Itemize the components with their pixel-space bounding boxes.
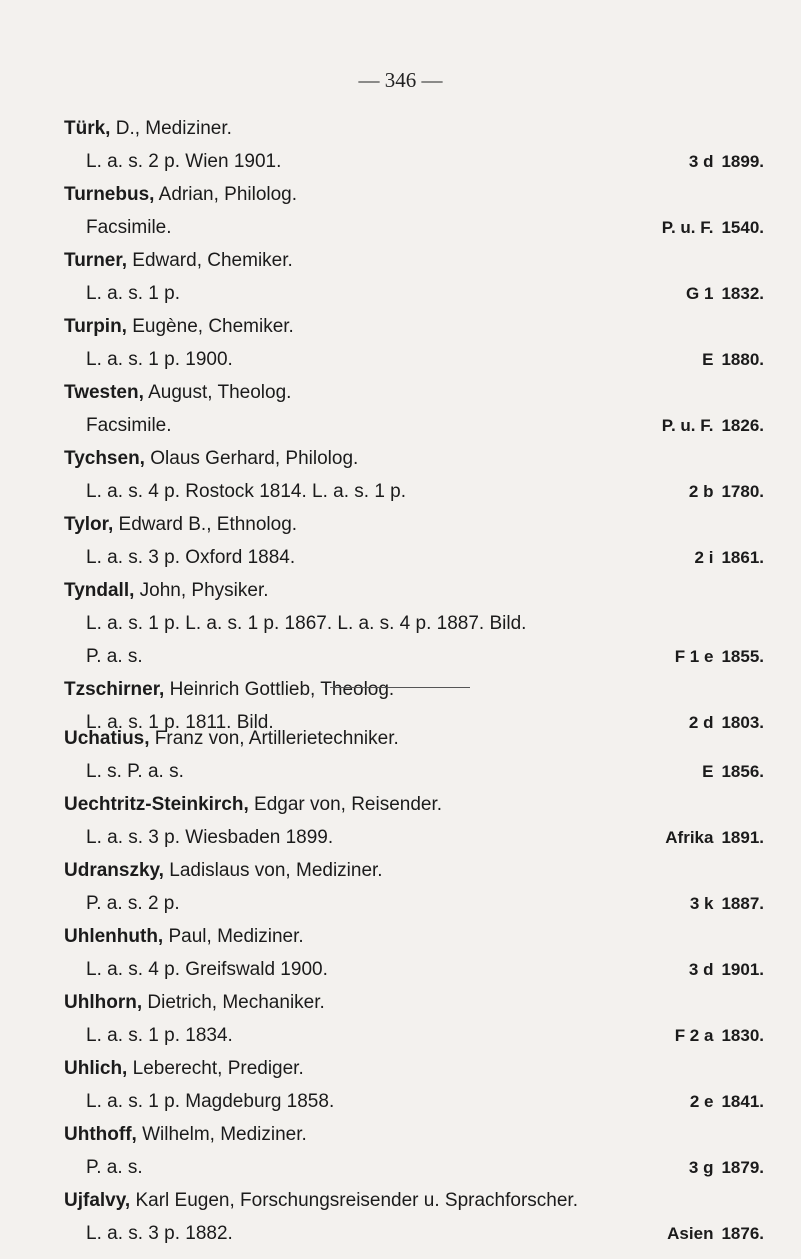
entry-description: Dietrich, Mechaniker. — [142, 992, 325, 1013]
entry-heading — [64, 376, 764, 409]
shelf-year: 1540. — [721, 218, 764, 237]
entry-detail-text: L. a. s. 1 p. Magdeburg 1858. — [86, 1091, 335, 1112]
shelf-mark — [665, 821, 764, 854]
page-number: — 346 — — [358, 68, 443, 92]
entry-detail — [64, 1217, 764, 1250]
entry-name: Uhlich, — [64, 1058, 128, 1079]
entry-detail-text: L. a. s. 1 p. 1811. Bild. — [86, 712, 274, 733]
shelf-location: F 1 e — [674, 647, 714, 666]
shelf-mark — [662, 409, 764, 442]
shelf-location: P. u. F. — [661, 416, 714, 435]
shelf-mark — [673, 343, 764, 376]
shelf-location: F 2 a — [674, 1026, 714, 1045]
shelf-location: 3 k — [689, 894, 714, 913]
entry-description: Franz von, Artillerietechniker. — [149, 728, 399, 749]
entry-description: Paul, Mediziner. — [163, 926, 304, 947]
shelf-year: 1832. — [721, 284, 764, 303]
entry-description: Adrian, Philolog. — [154, 184, 298, 205]
shelf-location: 3 g — [688, 1158, 714, 1177]
entry-detail-text: L. a. s. 4 p. Greifswald 1900. — [86, 959, 328, 980]
shelf-mark — [673, 755, 764, 788]
entry-name: Tylor, — [64, 514, 114, 535]
entry-heading — [64, 854, 764, 887]
entry-detail — [64, 953, 764, 986]
shelf-location: 2 b — [688, 482, 714, 501]
shelf-location: E — [702, 762, 714, 781]
shelf-year: 1901. — [721, 960, 764, 979]
shelf-location: G 1 — [686, 284, 714, 303]
shelf-mark — [673, 1151, 764, 1184]
entry-name: Uhlhorn, — [64, 992, 143, 1013]
shelf-mark — [667, 1217, 764, 1250]
shelf-location: 3 d — [688, 960, 714, 979]
entry-name: Türk, — [64, 118, 111, 139]
entry-heading — [64, 112, 764, 145]
entry-detail — [64, 640, 764, 673]
entry-heading — [64, 442, 764, 475]
shelf-mark — [673, 541, 764, 574]
shelf-location: E — [702, 350, 714, 369]
entry-name: Turnebus, — [64, 184, 155, 205]
shelf-mark — [673, 145, 764, 178]
entry-detail — [64, 211, 764, 244]
shelf-year: 1855. — [721, 647, 764, 666]
entry-name: Twesten, — [64, 382, 144, 403]
entry-detail-text: Facsimile. — [86, 415, 172, 436]
entry-name: Turner, — [64, 250, 127, 271]
entry-detail-text: L. a. s. 1 p. 1834. — [86, 1025, 233, 1046]
shelf-year: 1780. — [721, 482, 764, 501]
entry-detail-text: L. a. s. 1 p. 1900. — [86, 349, 233, 370]
entry-name: Uechtritz-Steinkirch, — [64, 794, 249, 815]
shelf-location: Afrika — [665, 828, 714, 847]
shelf-location: 2 d — [688, 713, 714, 732]
entry-description: D., Mediziner. — [110, 118, 232, 139]
shelf-year: 1879. — [721, 1158, 764, 1177]
entry-detail-text: L. a. s. 3 p. 1882. — [86, 1223, 233, 1244]
entry-description: Edward, Chemiker. — [127, 250, 293, 271]
entry-detail-text: L. a. s. 1 p. — [86, 283, 180, 304]
shelf-location: 2 i — [694, 548, 714, 567]
entry-detail — [64, 541, 764, 574]
shelf-year: 1880. — [721, 350, 764, 369]
entry-heading — [64, 508, 764, 541]
shelf-mark — [673, 640, 764, 673]
entry-name: Turpin, — [64, 316, 127, 337]
entry-detail — [64, 1019, 764, 1052]
shelf-year: 1861. — [721, 548, 764, 567]
entry-heading — [64, 574, 764, 607]
entry-description: Wilhelm, Mediziner. — [136, 1124, 307, 1145]
shelf-year: 1826. — [721, 416, 764, 435]
entry-name: Uhlenhuth, — [64, 926, 164, 947]
entry-heading — [64, 673, 764, 706]
entry-description: Eugène, Chemiker. — [126, 316, 294, 337]
entry-detail-text: Facsimile. — [86, 217, 172, 238]
entry-detail-text: L. a. s. 4 p. Rostock 1814. L. a. s. 1 p. — [86, 481, 407, 502]
entry-detail — [64, 475, 764, 508]
shelf-location: 2 e — [689, 1092, 714, 1111]
entry-name: Tzschirner, — [64, 679, 165, 700]
entry-detail-text: L. a. s. 3 p. Oxford 1884. — [86, 547, 296, 568]
section-divider — [330, 687, 470, 688]
entry-detail-text: P. a. s. — [86, 646, 143, 667]
entry-detail — [64, 277, 764, 310]
entry-description: Leberecht, Prediger. — [127, 1058, 304, 1079]
shelf-year: 1803. — [721, 713, 764, 732]
entry-detail — [64, 607, 764, 640]
entry-detail — [64, 1085, 764, 1118]
entry-detail-text: L. a. s. 1 p. L. a. s. 1 p. 1867. L. a. s. 4 p. 1887. Bild. — [86, 613, 527, 634]
shelf-location: P. u. F. — [661, 218, 714, 237]
shelf-year: 1856. — [721, 762, 764, 781]
shelf-year: 1891. — [721, 828, 764, 847]
entry-detail — [64, 1151, 764, 1184]
shelf-mark — [673, 953, 764, 986]
entry-name: Tychsen, — [64, 448, 145, 469]
entry-heading — [64, 310, 764, 343]
entry-heading — [64, 1118, 764, 1151]
shelf-year: 1899. — [721, 152, 764, 171]
entry-heading — [64, 1184, 764, 1217]
entry-description: Edgar von, Reisender. — [248, 794, 443, 815]
entry-detail-text: L. a. s. 2 p. Wien 1901. — [86, 151, 282, 172]
shelf-year: 1876. — [721, 1224, 764, 1243]
entry-detail-text: L. s. P. a. s. — [86, 761, 184, 782]
shelf-mark — [673, 1019, 764, 1052]
entry-description: Ladislaus von, Mediziner. — [163, 860, 383, 881]
shelf-mark — [673, 475, 764, 508]
shelf-location: Asien — [667, 1224, 714, 1243]
shelf-year: 1887. — [721, 894, 764, 913]
entry-description: Karl Eugen, Forschungsreisender u. Sprachforscher. — [130, 1190, 578, 1211]
shelf-mark — [673, 277, 764, 310]
shelf-mark — [673, 1085, 764, 1118]
entry-heading — [64, 788, 764, 821]
entry-description: John, Physiker. — [134, 580, 269, 601]
shelf-location: 3 d — [688, 152, 714, 171]
entry-detail — [64, 409, 764, 442]
entry-name: Uchatius, — [64, 728, 150, 749]
entry-heading — [64, 722, 764, 755]
entry-detail — [64, 343, 764, 376]
entry-detail — [64, 145, 764, 178]
entry-heading — [64, 244, 764, 277]
shelf-year: 1830. — [721, 1026, 764, 1045]
entry-detail — [64, 821, 764, 854]
shelf-mark — [673, 887, 764, 920]
entry-heading — [64, 178, 764, 211]
entry-detail-text: P. a. s. — [86, 1157, 143, 1178]
entry-description: Olaus Gerhard, Philolog. — [144, 448, 359, 469]
entry-description: Heinrich Gottlieb, Theolog. — [164, 679, 395, 700]
shelf-mark — [662, 211, 764, 244]
entry-description: Edward B., Ethnolog. — [113, 514, 298, 535]
entry-detail-text: P. a. s. 2 p. — [86, 893, 180, 914]
entry-heading — [64, 1052, 764, 1085]
shelf-year: 1841. — [721, 1092, 764, 1111]
entry-detail — [64, 755, 764, 788]
entry-name: Uhthoff, — [64, 1124, 137, 1145]
entry-heading — [64, 986, 764, 1019]
entry-heading — [64, 920, 764, 953]
entry-name: Tyndall, — [64, 580, 135, 601]
entry-detail — [64, 887, 764, 920]
entry-name: Ujfalvy, — [64, 1190, 131, 1211]
entry-description: August, Theolog. — [143, 382, 292, 403]
entry-detail-text: L. a. s. 3 p. Wiesbaden 1899. — [86, 827, 334, 848]
entry-name: Udranszky, — [64, 860, 164, 881]
